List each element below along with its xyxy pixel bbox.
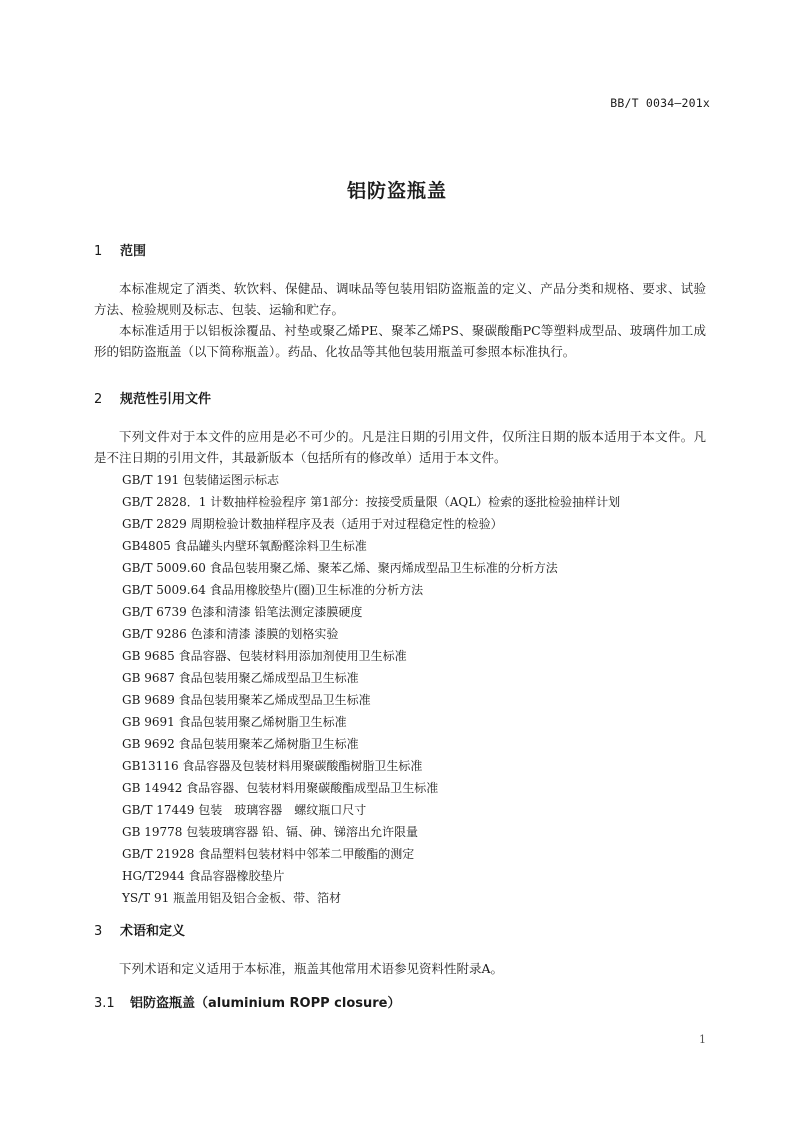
reference-item: GB/T 191 包装储运图示标志 (122, 473, 279, 487)
section-title: 规范性引用文件 (120, 392, 212, 407)
reference-item: GB13116 食品容器及包装材料用聚碳酸酯树脂卫生标准 (122, 759, 423, 773)
section-number: 2 (94, 392, 103, 407)
terms-intro-paragraph: 下列术语和定义适用于本标准，瓶盖其他常用术语参见资料性附录A。 (119, 961, 504, 976)
reference-item: GB 9685 食品容器、包装材料用添加剂使用卫生标准 (122, 649, 407, 663)
reference-item: YS/T 91 瓶盖用铝及铝合金板、带、箔材 (122, 891, 342, 905)
reference-item: GB 14942 食品容器、包装材料用聚碳酸酯成型品卫生标准 (122, 781, 439, 795)
section-title: 范围 (120, 244, 147, 259)
reference-item: GB/T 2828．1 计数抽样检验程序 第1部分：按接受质量限（AQL）检索的逐批检验抽样计划 (122, 495, 621, 509)
section-title: 术语和定义 (120, 924, 186, 939)
reference-item: GB 19778 包装玻璃容器 铅、镉、砷、锑溶出允许限量 (122, 825, 419, 839)
reference-list (122, 469, 722, 909)
section-heading-terms-and-definitions (94, 920, 185, 939)
section-heading-normative-references (94, 388, 211, 407)
reference-item: GB/T 9286 色漆和清漆 漆膜的划格实验 (122, 627, 339, 641)
standard-code: BB/T 0034—201x (610, 96, 710, 110)
reference-item: GB/T 5009.60 食品包装用聚乙烯、聚苯乙烯、聚丙烯成型品卫生标准的分析方法 (122, 561, 558, 575)
document-title: 铝防盗瓶盖 (346, 180, 447, 202)
page-number: 1 (699, 1033, 706, 1046)
section-number: 3 (94, 924, 103, 939)
subsection-heading-aluminium-closure (94, 992, 400, 1011)
reference-item: GB/T 5009.64 食品用橡胶垫片(圈)卫生标准的分析方法 (122, 583, 424, 597)
reference-item: GB4805 食品罐头内壁环氧酚醛涂料卫生标准 (122, 539, 367, 553)
section-heading-scope (94, 240, 146, 259)
reference-item: GB 9692 食品包装用聚苯乙烯树脂卫生标准 (122, 737, 359, 751)
reference-item: GB/T 2829 周期检验计数抽样程序及表（适用于对过程稳定性的检验） (122, 517, 503, 531)
reference-item: HG/T2944 食品容器橡胶垫片 (122, 869, 285, 883)
scope-paragraph-2: 本标准适用于以铝板涂覆品、衬垫或聚乙烯PE、聚苯乙烯PS、聚碳酸酯PC等塑料成型品、玻璃件加工成形的铝防盗瓶盖（以下简称瓶盖）。药品、化妆品等其他包装用瓶盖可参照本标准执行。 (94, 323, 706, 359)
reference-item: GB/T 21928 食品塑料包装材料中邻苯二甲酸酯的测定 (122, 847, 415, 861)
scope-paragraph-1: 本标准规定了酒类、软饮料、保健品、调味品等包装用铝防盗瓶盖的定义、产品分类和规格、要求、试验方法、检验规则及标志、包装、运输和贮存。 (94, 281, 706, 317)
section-title: 铝防盗瓶盖（aluminium ROPP closure） (130, 996, 401, 1011)
section-number: 3.1 (94, 996, 115, 1011)
reference-item: GB 9691 食品包装用聚乙烯树脂卫生标准 (122, 715, 347, 729)
section-number: 1 (94, 244, 103, 259)
reference-item: GB 9687 食品包装用聚乙烯成型品卫生标准 (122, 671, 359, 685)
references-intro-paragraph: 下列文件对于本文件的应用是必不可少的。凡是注日期的引用文件，仅所注日期的版本适用于本文件。凡是不注日期的引用文件，其最新版本（包括所有的修改单）适用于本文件。 (94, 429, 706, 465)
reference-item: GB 9689 食品包装用聚苯乙烯成型品卫生标准 (122, 693, 371, 707)
reference-item: GB/T 17449 包装 玻璃容器 螺纹瓶口尺寸 (122, 803, 367, 817)
reference-item: GB/T 6739 色漆和清漆 铅笔法测定漆膜硬度 (122, 605, 363, 619)
